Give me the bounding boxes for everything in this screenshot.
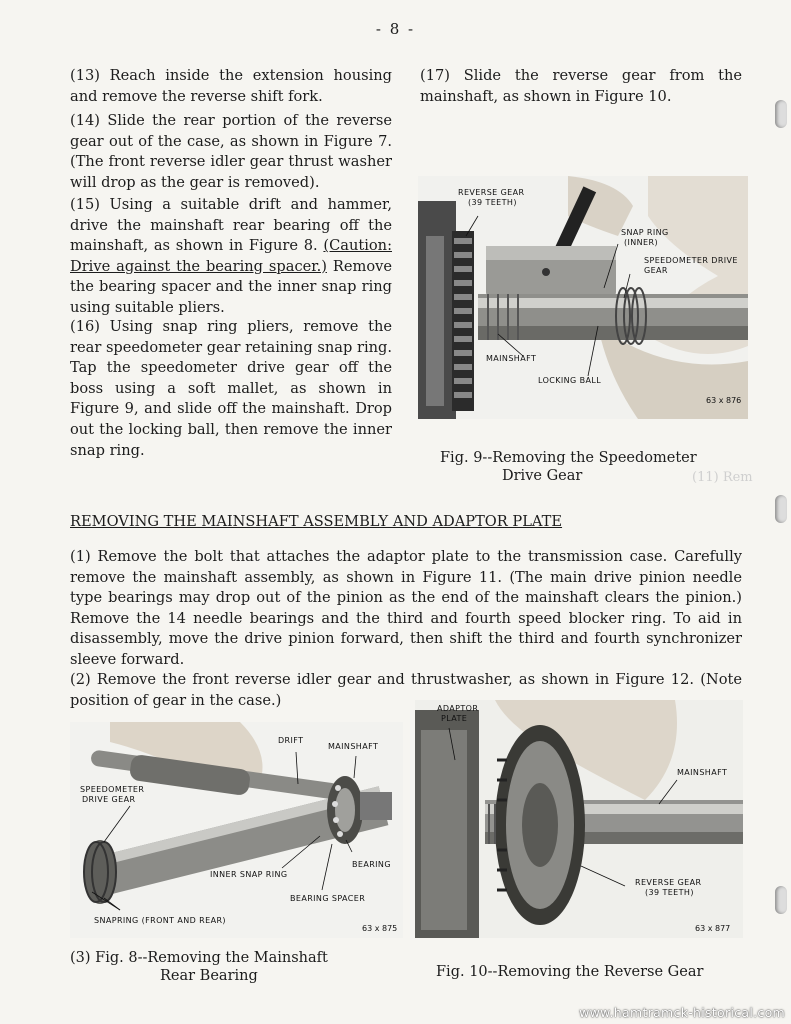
watermark: www.hamtramck-historical.com: [579, 1005, 785, 1020]
label-snapring: SNAPRING (FRONT AND REAR): [94, 916, 226, 925]
label-inner-snap-ring: INNER SNAP RING: [210, 870, 288, 879]
section-heading: REMOVING THE MAINSHAFT ASSEMBLY AND ADAPTOR PLATE: [70, 513, 563, 530]
rear-bearing-removal-illustration: [70, 722, 403, 938]
section-step-1: (1) Remove the bolt that attaches the adaptor plate to the transmission case. Carefully remove the mainshaft assembly, as shown in Figure 11. (The main drive pinion needle type bearings may drop out of the pinion as the end of the mainshaft clears the pinion.) Remove the 14 needle bearings and the third and fourth speed blocker ring. To aid in disassembly, move the drive pinion forward, then shift the third and fourth synchronizer sleeve forward.: [70, 548, 742, 668]
label-bearing-spacer: BEARING SPACER: [290, 894, 366, 903]
bleed-through-text: (11) Rem: [692, 470, 753, 485]
label-reverse-gear-teeth: (39 TEETH): [645, 888, 694, 897]
label-bearing: BEARING: [352, 860, 391, 869]
label-mainshaft: MAINSHAFT: [677, 768, 728, 777]
label-reverse-gear: REVERSE GEAR: [635, 878, 702, 887]
label-reverse-gear: REVERSE GEAR: [458, 188, 525, 197]
label-speedometer-gear: GEAR: [644, 266, 668, 275]
page-number: - 8 -: [375, 20, 416, 38]
figure-10-caption: Fig. 10--Removing the Reverse Gear: [436, 964, 704, 980]
binder-hole-top: [775, 100, 787, 128]
label-mainshaft: MAINSHAFT: [486, 354, 537, 363]
label-adaptor: ADAPTOR: [437, 704, 479, 713]
label-speedometer-drive: SPEEDOMETER DRIVE: [644, 256, 738, 265]
label-plate: PLATE: [441, 714, 468, 723]
figure-8-caption-line2: Rear Bearing: [160, 968, 258, 984]
section-step-2: (2) Remove the front reverse idler gear and thrustwasher, as shown in Figure 12. (Note position of gear in the case.): [70, 671, 742, 709]
label-speedometer: SPEEDOMETER: [80, 785, 145, 794]
figure-8-code: 63 x 875: [362, 924, 398, 933]
label-snap-ring: SNAP RING: [621, 228, 669, 237]
step-17: (17) Slide the reverse gear from the mainshaft, as shown in Figure 10.: [420, 67, 742, 105]
figure-9-caption-line1: Fig. 9--Removing the Speedometer: [440, 450, 697, 466]
step-15: (15) Using a suitable drift and hammer, drive the mainshaft rear bearing off the mainshaft, as shown in Figure 8. (Caution: Drive against the bearing spacer.) Remove the bearing spacer and the inner snap ring using suitable pliers.: [70, 196, 392, 316]
figure-9-caption-line2: Drive Gear: [502, 468, 583, 484]
label-drift: DRIFT: [278, 736, 304, 745]
step-13: (13) Reach inside the extension housing and remove the reverse shift fork.: [70, 67, 392, 105]
reverse-gear-removal-illustration: [415, 700, 743, 938]
label-snap-ring-inner: (INNER): [624, 238, 658, 247]
binder-hole-middle: [775, 495, 787, 523]
figure-9-photo: [418, 176, 748, 419]
label-mainshaft: MAINSHAFT: [328, 742, 379, 751]
label-locking-ball: LOCKING BALL: [538, 376, 602, 385]
figure-9-code: 63 x 876: [706, 396, 742, 405]
label-reverse-gear-teeth: (39 TEETH): [468, 198, 517, 207]
figure-8-photo: [70, 722, 403, 938]
figure-10-code: 63 x 877: [695, 924, 731, 933]
step-14: (14) Slide the rear portion of the reverse gear out of the case, as shown in Figure 7. (The front reverse idler gear thrust washer will drop as the gear is removed).: [70, 112, 392, 191]
binder-hole-bottom: [775, 886, 787, 914]
figure-8-caption-line1: (3) Fig. 8--Removing the Mainshaft: [70, 950, 328, 966]
figure-10-photo: [415, 700, 743, 938]
step-16: (16) Using snap ring pliers, remove the rear speedometer gear retaining snap ring. Tap the speedometer drive gear off the boss using a soft mallet, as shown in Figure 9, and slide off the mainshaft. Drop out the locking ball, then remove the inner snap ring.: [70, 318, 392, 459]
caution-note: (Caution: Drive against the bearing spacer.): [70, 237, 392, 275]
label-drive-gear: DRIVE GEAR: [82, 795, 136, 804]
